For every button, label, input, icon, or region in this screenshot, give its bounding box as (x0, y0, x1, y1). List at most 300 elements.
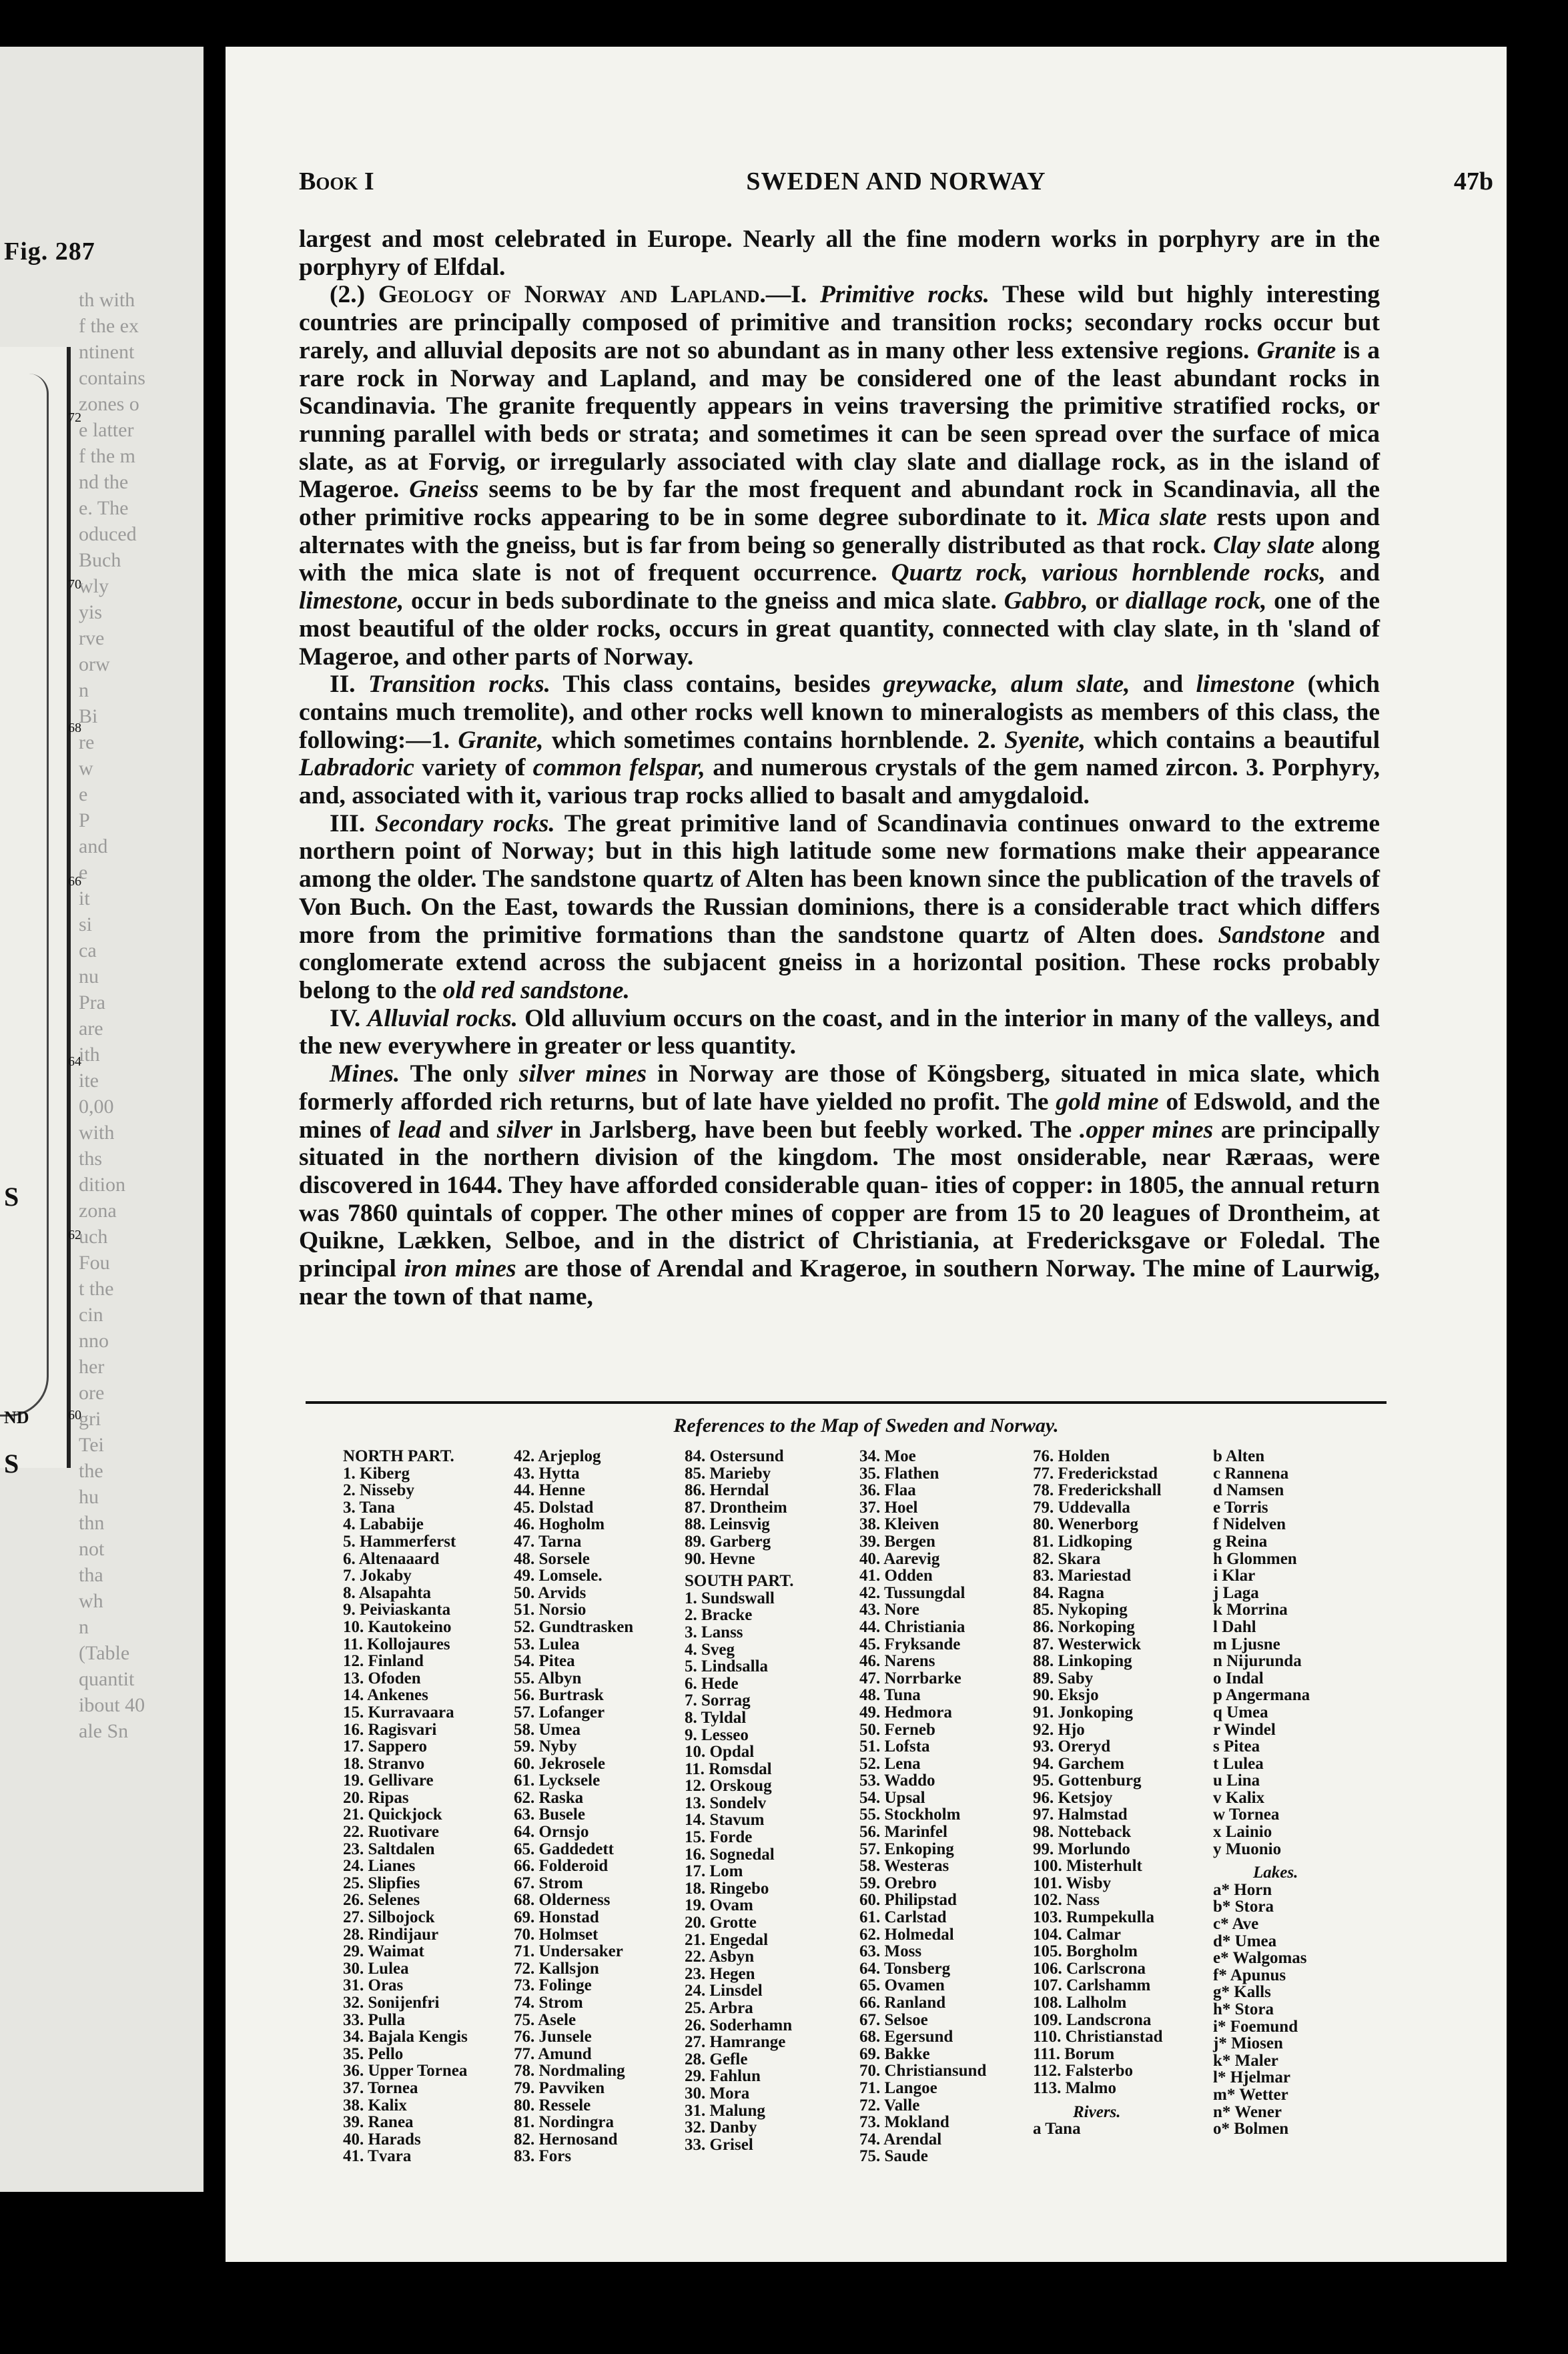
reference-entry: 90. Hevne (685, 1549, 755, 1568)
previous-page-fragment: oduced (79, 523, 137, 545)
reference-entry: b* Stora (1213, 1898, 1274, 1916)
reference-entry: 69. Honstad (514, 1908, 599, 1927)
reference-entry: 27. Hamrange (685, 2033, 786, 2052)
reference-entry: n Nijurunda (1213, 1652, 1302, 1671)
reference-entry: 58. Umea (514, 1720, 580, 1739)
reference-column (514, 1448, 633, 2165)
previous-page-fragment: re (79, 731, 95, 753)
reference-entry: 75. Saude (859, 2147, 928, 2166)
reference-entry: 1. Sundswall (685, 1589, 775, 1607)
previous-page-fragment: Pra (79, 992, 105, 1014)
reference-entry: 89. Saby (1033, 1669, 1094, 1687)
reference-entry: 72. Valle (859, 2096, 920, 2114)
reference-entry: 12. Orskoug (685, 1777, 772, 1796)
reference-column (1033, 1448, 1162, 2138)
reference-entry: 31. Oras (343, 1976, 404, 1995)
previous-page-fragment: e. The (79, 497, 129, 519)
italic-term: old red sandstone. (442, 976, 630, 1004)
text-run: Old alluvium occurs on the coast, and in the interior in many of the valleys, and the new everywhere in greater or less quantity. (299, 1004, 1381, 1060)
reference-entry: 47. Tarna (514, 1532, 582, 1551)
italic-term: Quartz rock, various hornblende rocks, (891, 559, 1326, 587)
reference-entry: l* Hjelmar (1213, 2068, 1290, 2087)
italic-term: limestone (1196, 671, 1295, 699)
reference-entry: e Torris (1213, 1498, 1268, 1517)
text-run: This class contains, besides (550, 671, 883, 699)
reference-entry: 17. Lom (685, 1862, 743, 1881)
text-run: IV. (330, 1004, 368, 1032)
map-label: S (4, 1182, 19, 1212)
text-run: along with the mica slate is not of frequent occurrence. (299, 531, 1381, 587)
reference-entry: 8. Tyldal (685, 1708, 747, 1727)
reference-entry: 33. Pulla (343, 2010, 406, 2029)
previous-page-fragment: e latter (79, 419, 134, 441)
reference-entry: 65. Ovamen (859, 1976, 945, 1995)
reference-entry: 87. Drontheim (685, 1498, 787, 1517)
reference-entry: 54. Pitea (514, 1652, 575, 1671)
reference-entry: 46. Narens (859, 1652, 935, 1671)
reference-entry: 15. Kurravaara (343, 1703, 454, 1721)
reference-entry: j Laga (1213, 1583, 1259, 1602)
reference-entry: 2. Nisseby (343, 1481, 414, 1500)
reference-entry: 35. Pello (343, 2044, 404, 2063)
reference-entry: q Umea (1213, 1703, 1268, 1721)
previous-page-fragment: the (79, 1460, 103, 1482)
reference-entry: 53. Lulea (514, 1635, 580, 1653)
paragraph (299, 281, 1380, 671)
reference-entry: 49. Lomsele. (514, 1567, 603, 1585)
reference-entry: 28. Rindijaur (343, 1925, 439, 1944)
reference-entry: 29. Fahlun (685, 2067, 761, 2086)
reference-subheading: Rivers. (1073, 2102, 1121, 2121)
reference-entry: 28. Gefle (685, 2050, 748, 2068)
reference-entry: 16. Sognedal (685, 1845, 775, 1864)
reference-entry: 1. Kiberg (343, 1464, 410, 1483)
reference-entry: 82. Skara (1033, 1549, 1101, 1568)
previous-page-fragment: 0,00 (79, 1096, 114, 1118)
reference-entry: 40. Harads (343, 2130, 421, 2148)
previous-page-fragment: ith (79, 1044, 100, 1066)
text-run: variety of (414, 754, 533, 782)
reference-entry: v Kalix (1213, 1788, 1265, 1807)
reference-entry: 69. Bakke (859, 2044, 930, 2063)
reference-entry: o* Bolmen (1213, 2120, 1289, 2138)
reference-entry: 51. Lofsta (859, 1737, 930, 1756)
section-heading: Geology of Norway and Lapland (378, 281, 760, 309)
reference-entry: 48. Tuna (859, 1686, 921, 1705)
previous-page-fragment: ibout 40 (79, 1694, 145, 1716)
text-run: of Edswold, and the mines of (299, 1088, 1380, 1144)
previous-page-fragment: Bi (79, 705, 98, 727)
reference-entry: 67. Strom (514, 1874, 583, 1892)
reference-entry: 76. Holden (1033, 1447, 1110, 1465)
page-number: 47b (1453, 167, 1493, 195)
latitude-tick: 70 (68, 577, 81, 592)
reference-entry: a* Horn (1213, 1880, 1272, 1899)
previous-page-fragment: e (79, 783, 88, 805)
reference-entry: d* Umea (1213, 1932, 1277, 1950)
reference-entry: 17. Sappero (343, 1737, 427, 1756)
previous-page-fragment: Tei (79, 1434, 104, 1456)
reference-entry: 98. Notteback (1033, 1823, 1132, 1842)
reference-entry: 2. Bracke (685, 1606, 753, 1625)
reference-entry: a Tana (1033, 2120, 1081, 2138)
reference-entry: 90. Eksjo (1033, 1686, 1099, 1705)
italic-term: Secondary rocks. (374, 809, 555, 837)
reference-entry: 99. Morlundo (1033, 1840, 1130, 1858)
italic-term: iron mines (404, 1255, 516, 1283)
italic-term: greywacke, alum slate, (883, 671, 1130, 699)
reference-entry: 84. Ostersund (685, 1447, 784, 1465)
reference-entry: 19. Ovam (685, 1896, 753, 1915)
text-run: seems to be by far the most frequent and abundant rock in Scandinavia, all the other primitive rocks appearing to be in some degree subordinate to it. (299, 476, 1380, 532)
reference-entry: 30. Lulea (343, 1959, 409, 1978)
reference-entry: 50. Ferneb (859, 1720, 935, 1739)
text-run: which sometimes contains hornblende. 2. (543, 726, 1005, 754)
paragraph (299, 1005, 1380, 1060)
reference-entry: 42. Tussungdal (859, 1583, 965, 1602)
reference-entry: 32. Danby (685, 2118, 757, 2137)
reference-entry: 113. Malmo (1033, 2078, 1116, 2097)
reference-entry: 25. Slipfies (343, 1874, 420, 1892)
reference-entry: h Glommen (1213, 1549, 1297, 1568)
previous-page-fragment: n (79, 679, 89, 701)
reference-entry: 54. Upsal (859, 1788, 925, 1807)
reference-entry: 62. Holmedal (859, 1925, 954, 1944)
previous-page-fragment: wh (79, 1590, 103, 1612)
italic-term: Mica slate (1097, 504, 1207, 532)
reference-entry: r Windel (1213, 1720, 1276, 1739)
italic-term: Clay slate (1213, 531, 1315, 559)
reference-entry: 104. Calmar (1033, 1925, 1121, 1944)
reference-entry: 68. Egersund (859, 2028, 953, 2046)
previous-page-fragment: (Table (79, 1642, 130, 1664)
reference-entry: m* Wetter (1213, 2085, 1288, 2104)
map-fragment (0, 347, 81, 1479)
italic-term: Mines. (330, 1060, 400, 1088)
reference-entry: 6. Altenaaard (343, 1549, 440, 1568)
reference-entry: 79. Uddevalla (1033, 1498, 1130, 1517)
reference-entry: 27. Silbojock (343, 1908, 435, 1927)
reference-entry: 9. Lesseo (685, 1725, 749, 1744)
text-run: or (1088, 587, 1126, 615)
paragraph (299, 226, 1380, 281)
italic-term: Gabbro, (1004, 587, 1088, 615)
reference-entry: c Rannena (1213, 1464, 1289, 1483)
reference-entry: o Indal (1213, 1669, 1264, 1687)
reference-entry: 42. Arjeplog (514, 1447, 601, 1465)
reference-entry: 18. Stranvo (343, 1754, 425, 1773)
previous-page-fragment: cin (79, 1304, 103, 1326)
reference-entry: 63. Busele (514, 1806, 585, 1824)
italic-term: Alluvial rocks. (367, 1004, 518, 1032)
previous-page-fragment: w (79, 757, 93, 779)
reference-entry: 36. Flaa (859, 1481, 916, 1500)
reference-entry: 64. Tonsberg (859, 1959, 951, 1978)
reference-entry: 14. Ankenes (343, 1686, 428, 1705)
text-run: and (1325, 559, 1380, 587)
reference-entry: 24. Lianes (343, 1857, 416, 1876)
reference-entry: 47. Norrbarke (859, 1669, 961, 1687)
italic-term: Gneiss (409, 476, 479, 504)
reference-entry: 16. Ragisvari (343, 1720, 437, 1739)
reference-entry: 60. Philipstad (859, 1891, 957, 1910)
reference-entry: 77. Frederickstad (1033, 1464, 1158, 1483)
previous-page-fragment: si (79, 913, 93, 935)
reference-entry: 89. Garberg (685, 1532, 771, 1551)
reference-entry: 86. Herndal (685, 1481, 769, 1500)
previous-page-fragment: tha (79, 1564, 103, 1586)
book-page (226, 47, 1507, 2262)
reference-entry: f Nidelven (1213, 1515, 1286, 1534)
reference-entry: 88. Leinsvig (685, 1515, 770, 1534)
reference-entry: p Angermana (1213, 1686, 1310, 1705)
reference-entry: 100. Misterhult (1033, 1857, 1142, 1876)
section-divider (306, 1401, 1387, 1404)
reference-entry: 25. Arbra (685, 1999, 753, 2017)
reference-entry: 24. Linsdel (685, 1982, 763, 2000)
reference-entry: 10. Opdal (685, 1743, 755, 1761)
previous-page-fragment: with (79, 1122, 115, 1144)
reference-entry: 10. Kautokeino (343, 1617, 452, 1636)
reference-entry: 38. Kalix (343, 2096, 407, 2114)
reference-entry: 41. Odden (859, 1567, 933, 1585)
reference-entry: 49. Hedmora (859, 1703, 952, 1721)
italic-term: Labradoric (299, 754, 414, 782)
text-run: and (1130, 671, 1196, 699)
book-label: Book I (299, 167, 374, 195)
coastline (0, 374, 49, 1417)
text-run: III. (330, 809, 375, 837)
reference-entry: 79. Pavviken (514, 2078, 605, 2097)
italic-term: limestone, (299, 587, 404, 615)
reference-entry: g Reina (1213, 1532, 1268, 1551)
italic-term: silver mines (519, 1060, 647, 1088)
reference-entry: 107. Carlshamm (1033, 1976, 1151, 1995)
reference-entry: 86. Norkoping (1033, 1617, 1135, 1636)
text-run: and conglomerate extend across the subjacent gneiss in a horizontal position. These rocks probably belong to the (299, 921, 1380, 1004)
reference-entry: j* Miosen (1213, 2034, 1283, 2053)
reference-entry: 93. Oreryd (1033, 1737, 1111, 1756)
reference-subheading: Lakes. (1253, 1864, 1298, 1882)
previous-page-fragment: yis (79, 601, 103, 623)
reference-entry: 80. Wenerborg (1033, 1515, 1138, 1534)
reference-entry: 67. Selsoe (859, 2010, 928, 2029)
reference-entry: 46. Hogholm (514, 1515, 605, 1534)
text-run: (2.) (330, 281, 378, 309)
reference-entry: 66. Ranland (859, 1994, 946, 2012)
reference-entry: 21. Quickjock (343, 1806, 442, 1824)
text-run: occur in beds subordinate to the gneiss and mica slate. (404, 587, 1004, 615)
reference-entry: 30. Mora (685, 2084, 750, 2102)
italic-term: Transition rocks. (368, 671, 550, 699)
reference-entry: 15. Forde (685, 1828, 753, 1847)
body-text (299, 226, 1380, 1310)
reference-entry: 105. Borgholm (1033, 1942, 1138, 1961)
text-run: in Jarlsberg, have been but feebly worked. The (552, 1116, 1080, 1144)
reference-entry: x Lainio (1213, 1823, 1272, 1842)
reference-entry: 55. Stockholm (859, 1806, 961, 1824)
reference-entry: 26. Soderhamn (685, 2016, 793, 2034)
latitude-tick: 64 (68, 1054, 81, 1069)
reference-entry: 70. Holmset (514, 1925, 599, 1944)
italic-term: silver (496, 1116, 553, 1144)
reference-entry: 85. Nykoping (1033, 1601, 1128, 1619)
reference-entry: 84. Ragna (1033, 1583, 1104, 1602)
reference-entry: y Muonio (1213, 1840, 1282, 1858)
text-run: are principally situated in the northern division of the kingdom. The most onsiderable, near Ræraas, were discovered in 1644. They have afforded considerable quan- ities of copper: in 1805, the annual return was 7860 quintals of copper. The other mines of copper are from 15 to 20 leagues of Drontheim, at Quikne, Lækken, Selboe, and in the district of Christiania, at Fredericksgave or Foledal. The principal (299, 1116, 1380, 1283)
previous-page-fragment: f the ex (79, 315, 139, 337)
reference-entry: 83. Fors (514, 2147, 572, 2166)
previous-page-fragment: t the (79, 1278, 114, 1300)
previous-page-fragment: ite (79, 1070, 99, 1092)
reference-entry: 73. Folinge (514, 1976, 592, 1995)
previous-page-fragment: n (79, 1616, 89, 1638)
italic-term: diallage rock, (1125, 587, 1267, 615)
reference-entry: 34. Moe (859, 1447, 916, 1465)
paragraph (299, 671, 1380, 810)
reference-entry: 57. Enkoping (859, 1840, 954, 1858)
text-run: in Norway are those of Köngsberg, situated in mica slate, which formerly afforded rich returns, but of late have yielded no profit. The (299, 1060, 1381, 1116)
previous-page-fragment: f the m (79, 445, 135, 467)
reference-entry: 74. Strom (514, 1994, 583, 2012)
reference-entry: 11. Romsdal (685, 1759, 772, 1778)
reference-entry: d Namsen (1213, 1481, 1284, 1500)
reference-entry: h* Stora (1213, 2000, 1274, 2018)
latitude-tick: 72 (68, 410, 81, 425)
previous-page-fragment: nno (79, 1330, 109, 1352)
reference-entry: 40. Aarevig (859, 1549, 940, 1568)
reference-column (1213, 1448, 1310, 2138)
reference-entry: 59. Nyby (514, 1737, 577, 1756)
reference-entry: 95. Gottenburg (1033, 1772, 1142, 1790)
reference-entry: 61. Carlstad (859, 1908, 947, 1927)
reference-entry: 111. Borum (1033, 2044, 1115, 2063)
reference-entry: 18. Ringebo (685, 1879, 769, 1898)
text-run: and numerous crystals of the gem named zircon. 3. Porphyry, and, associated with it, various trap rocks allied to basalt and amygdaloid. (299, 754, 1381, 810)
italic-term: Primitive rocks. (819, 281, 990, 309)
reference-entry: 78. Frederickshall (1033, 1481, 1162, 1500)
previous-page-text (79, 287, 195, 1744)
reference-entry: 77. Amund (514, 2044, 592, 2063)
reference-entry: 13. Ofoden (343, 1669, 421, 1687)
previous-page-fragment: thn (79, 1512, 105, 1534)
reference-entry: 88. Linkoping (1033, 1652, 1132, 1671)
reference-entry: 78. Nordmaling (514, 2062, 625, 2080)
reference-entry: 45. Fryksande (859, 1635, 961, 1653)
paragraph (299, 810, 1380, 1005)
previous-page-fragment: quantit (79, 1668, 135, 1690)
previous-page-fragment: dition (79, 1174, 126, 1196)
reference-entry: l Dahl (1213, 1617, 1256, 1636)
text-run: (which contains much tremolite), and other rocks well known to mineralogists as members of this class, the following:—1. (299, 671, 1381, 754)
reference-entry: 12. Finland (343, 1652, 424, 1671)
reference-entry: 37. Hoel (859, 1498, 918, 1517)
reference-entry: 80. Ressele (514, 2096, 591, 2114)
reference-entry: 71. Undersaker (514, 1942, 623, 1961)
text-run: rests upon and alternates with the gneiss, but is far from being so generally distributed as that rock. (299, 504, 1381, 559)
previous-page-fragment: ca (79, 939, 97, 961)
text-run: are those of Arendal and Krageroe, in southern Norway. The mine of Laurwig, near the town of that name, (299, 1255, 1380, 1310)
reference-entry: 26. Selenes (343, 1891, 420, 1910)
italic-term: Sandstone (1218, 921, 1325, 949)
reference-entry: 59. Orebro (859, 1874, 937, 1892)
reference-entry: 64. Ornsjo (514, 1823, 589, 1842)
reference-entry: 14. Stavum (685, 1811, 765, 1830)
reference-entry: 7. Sorrag (685, 1691, 751, 1710)
previous-page-fragment: gri (79, 1408, 101, 1430)
reference-heading: SOUTH PART. (685, 1572, 794, 1591)
reference-entry: 92. Hjo (1033, 1720, 1085, 1739)
reference-entry: 3. Lanss (685, 1623, 743, 1641)
reference-entry: n* Wener (1213, 2102, 1282, 2121)
page-title: SWEDEN AND NORWAY (746, 167, 1046, 195)
text-run: largest and most celebrated in Europe. Nearly all the fine modern works in porphyry are in the porphyry of Elfdal. (299, 226, 1380, 281)
reference-entry: 23. Saltdalen (343, 1840, 435, 1858)
reference-entry: s Pitea (1213, 1737, 1260, 1756)
reference-entry: 75. Asele (514, 2010, 576, 2029)
reference-entry: 37. Tornea (343, 2078, 418, 2097)
reference-entry: 102. Nass (1033, 1891, 1100, 1910)
reference-entry: 76. Junsele (514, 2028, 592, 2046)
reference-entry: 45. Dolstad (514, 1498, 594, 1517)
reference-entry: 44. Christiania (859, 1617, 965, 1636)
reference-entry: 71. Langoe (859, 2078, 937, 2097)
latitude-tick: 60 (68, 1408, 81, 1423)
reference-entry: c* Ave (1213, 1915, 1259, 1934)
reference-column (859, 1448, 986, 2165)
reference-entry: 36. Upper Tornea (343, 2062, 468, 2080)
previous-page-fragment: not (79, 1538, 105, 1560)
map-label: S (4, 1449, 19, 1479)
reference-entry: 103. Rumpekulla (1033, 1908, 1154, 1927)
reference-entry: 58. Westeras (859, 1857, 949, 1876)
reference-entry: 7. Jokaby (343, 1567, 412, 1585)
reference-entry: 101. Wisby (1033, 1874, 1112, 1892)
reference-entry: e* Walgomas (1213, 1949, 1307, 1968)
reference-entry: 52. Gundtrasken (514, 1617, 634, 1636)
reference-entry: m Ljusne (1213, 1635, 1280, 1653)
reference-entry: i* Foemund (1213, 2017, 1298, 2036)
reference-column (343, 1448, 468, 2165)
reference-entry: 39. Ranea (343, 2113, 414, 2132)
reference-entry: 41. Tvara (343, 2147, 412, 2166)
reference-entry: 20. Grotte (685, 1914, 757, 1932)
reference-entry: 66. Folderoid (514, 1857, 609, 1876)
reference-entry: t Lulea (1213, 1754, 1264, 1773)
previous-page-fragment: rve (79, 627, 105, 649)
reference-entry: 112. Falsterbo (1033, 2062, 1133, 2080)
reference-entry: 20. Ripas (343, 1788, 409, 1807)
reference-entry: 56. Burtrask (514, 1686, 604, 1705)
reference-entry: 4. Sveg (685, 1640, 735, 1659)
italic-term: common felspar, (532, 754, 705, 782)
italic-term: .opper mines (1079, 1116, 1214, 1144)
reference-entry: 94. Garchem (1033, 1754, 1125, 1773)
reference-entry: k* Maler (1213, 2051, 1278, 2070)
running-header (299, 167, 1493, 200)
reference-entry: 5. Hammerferst (343, 1532, 456, 1551)
reference-entry: 83. Mariestad (1033, 1567, 1132, 1585)
reference-entry: 65. Gaddedett (514, 1840, 614, 1858)
reference-entry: 9. Peiviaskanta (343, 1601, 451, 1619)
reference-entry: 63. Moss (859, 1942, 922, 1961)
reference-entry: i Klar (1213, 1567, 1256, 1585)
reference-entry: 34. Bajala Kengis (343, 2028, 468, 2046)
reference-entry: 13. Sondelv (685, 1794, 767, 1812)
previous-page-fragment: ntinent (79, 341, 135, 363)
reference-entry: 19. Gellivare (343, 1772, 434, 1790)
text-run: is a rare rock in Norway and Lapland, and may be considered one of the least abundant rocks in Scandinavia. The granite frequently appears in veins traversing the primitive stratified rocks, or running parallel with beds or strata; and sometimes it can be seen spread over the surface of mica slate, as at Forvig, or irregularly associated with clay slate and diallage rock, as in the island of Mageroe. (299, 336, 1381, 504)
